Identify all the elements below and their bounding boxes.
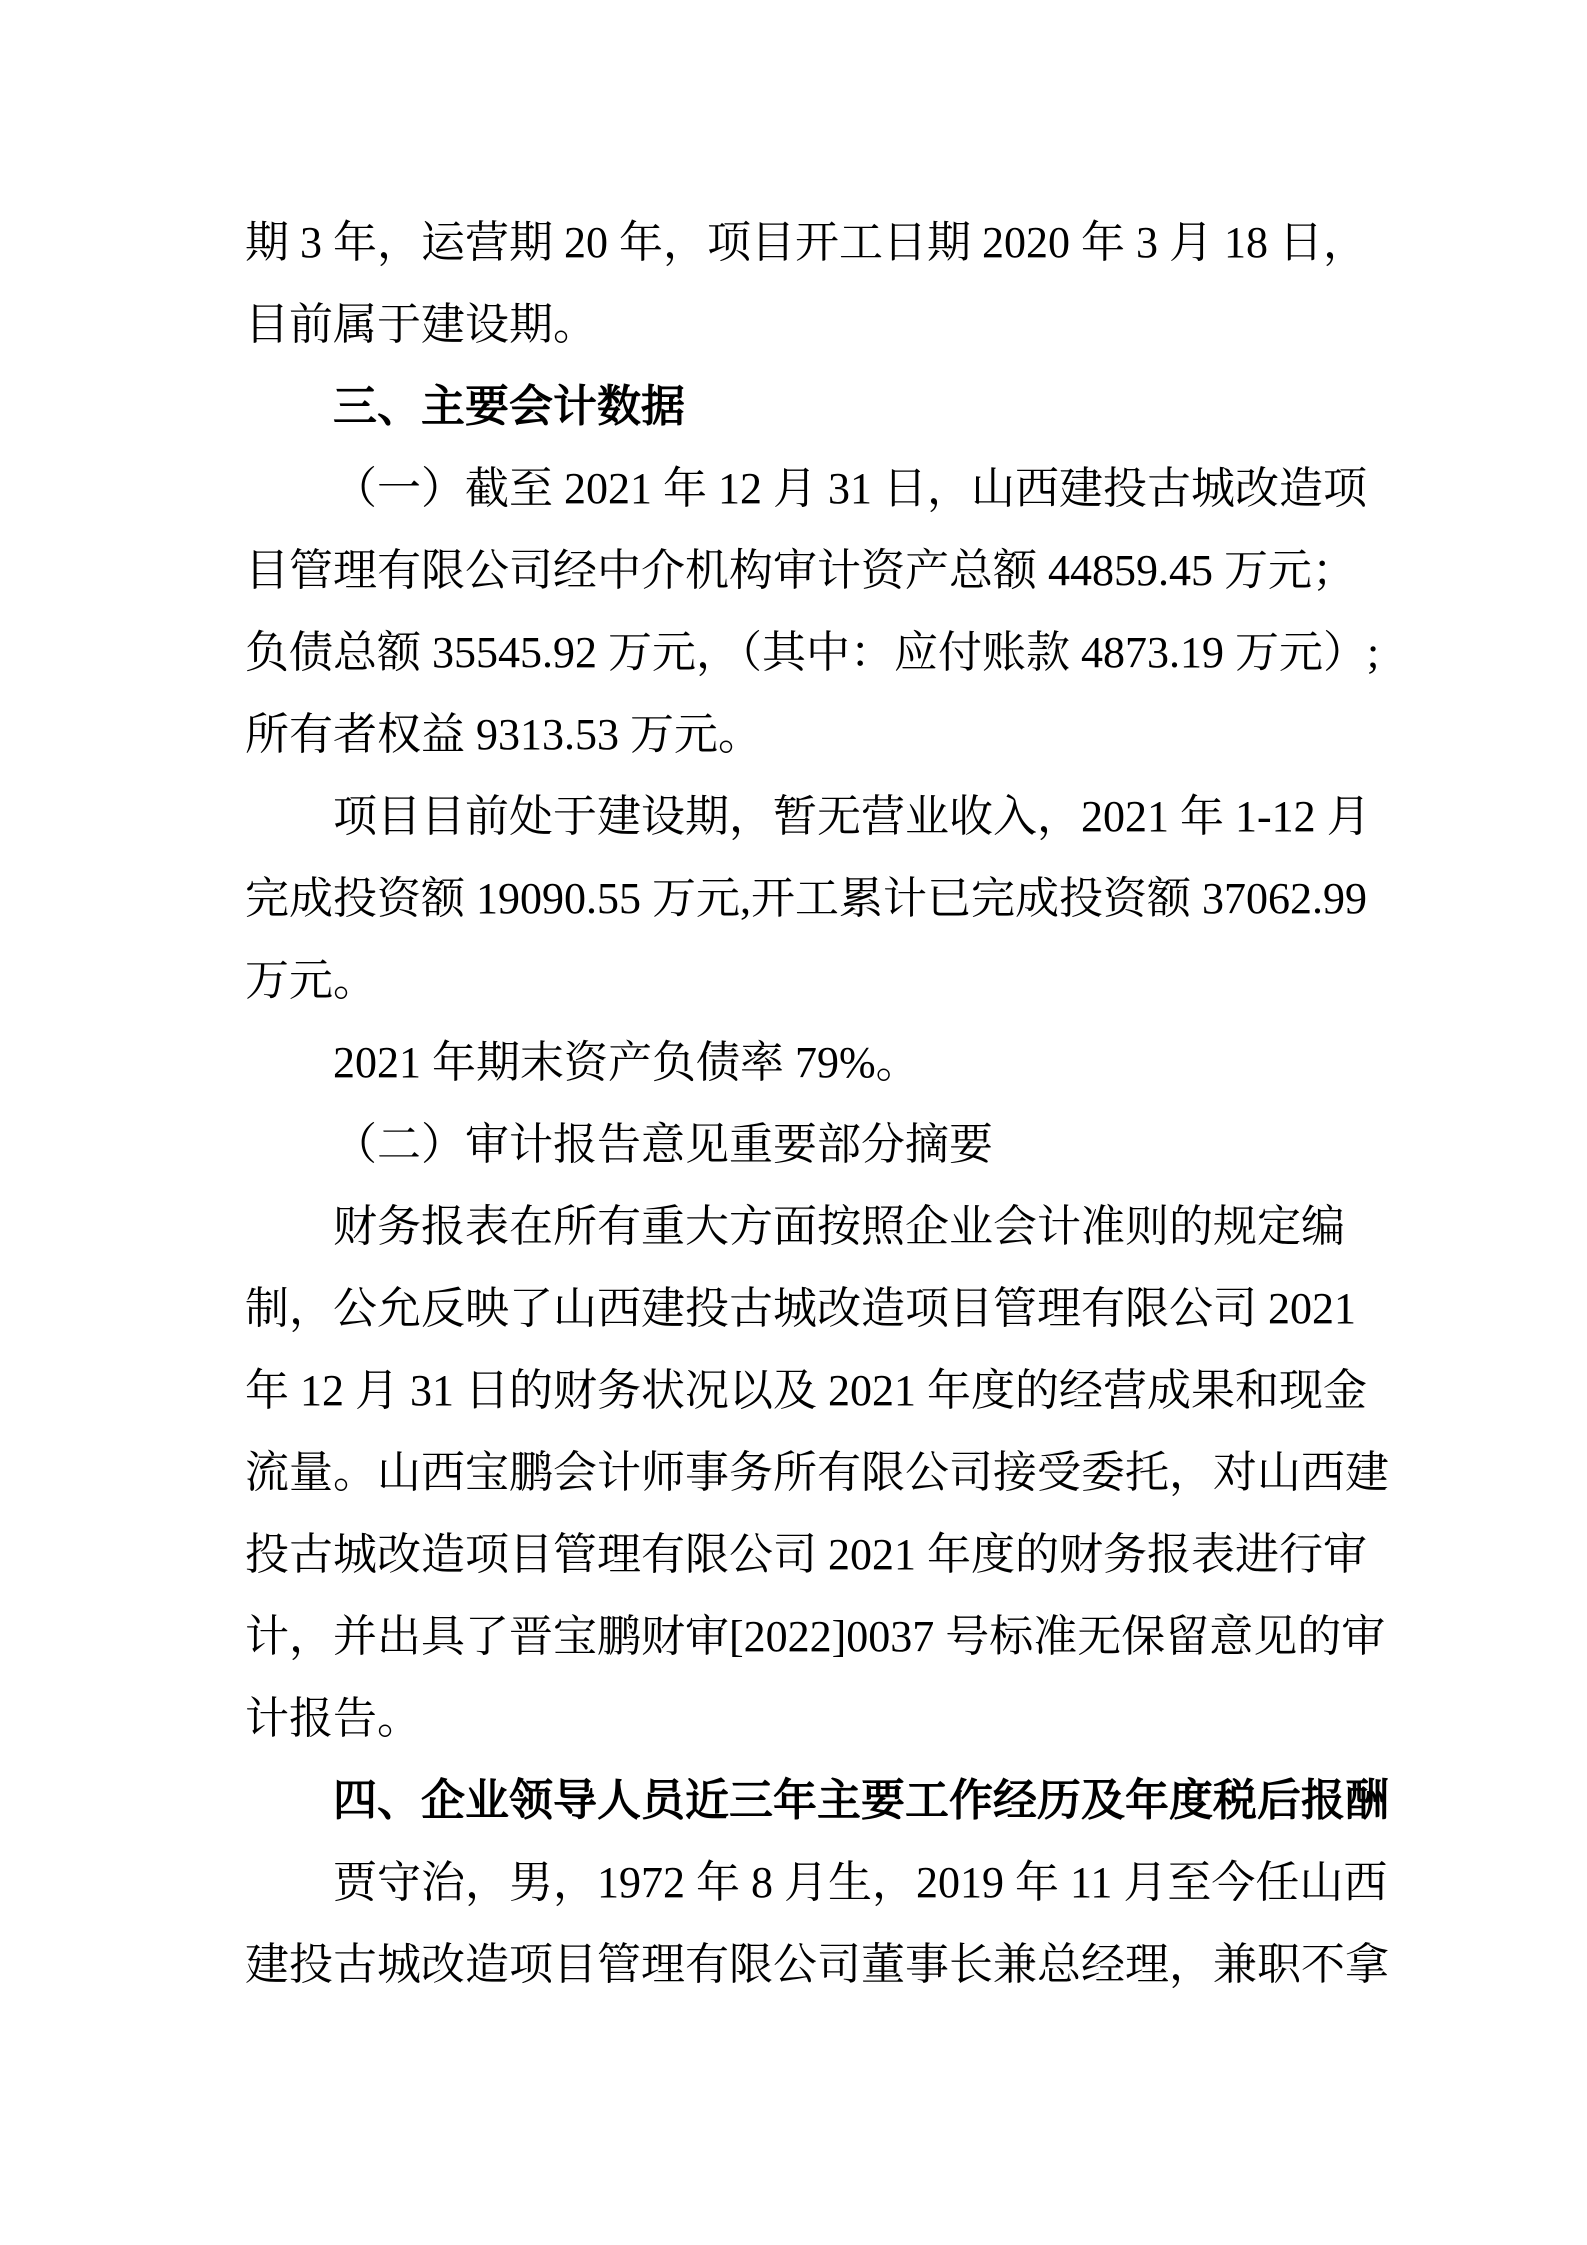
text-line: 财务报表在所有重大方面按照企业会计准则的规定编 <box>333 1202 1345 1251</box>
text-line: 完成投资额 19090.55 万元,开工累计已完成投资额 37062.99 <box>245 874 1367 923</box>
text-line: 目前属于建设期。 <box>245 300 597 349</box>
text-line: 投古城改造项目管理有限公司 2021 年度的财务报表进行审 <box>245 1530 1367 1579</box>
text-line: 计报告。 <box>245 1694 421 1743</box>
text-line: 贾守治，男，1972 年 8 月生，2019 年 11 月至今任山西 <box>333 1858 1388 1907</box>
text-line: 年 12 月 31 日的财务状况以及 2021 年度的经营成果和现金 <box>245 1366 1367 1415</box>
heading-leadership-work-history: 四、企业领导人员近三年主要工作经历及年度税后报酬 <box>333 1776 1389 1825</box>
subheading-audit-opinion-summary: （二）审计报告意见重要部分摘要 <box>333 1120 993 1169</box>
text-line: 所有者权益 9313.53 万元。 <box>245 710 762 759</box>
text-line: 流量。山西宝鹏会计师事务所有限公司接受委托，对山西建 <box>245 1448 1389 1497</box>
text-line: 建投古城改造项目管理有限公司董事长兼总经理，兼职不拿 <box>245 1940 1389 1989</box>
text-line: 项目目前处于建设期，暂无营业收入，2021 年 1-12 月 <box>333 792 1371 841</box>
text-line: 负债总额 35545.92 万元，（其中：应付账款 4873.19 万元）; <box>245 628 1380 677</box>
text-line: 万元。 <box>245 956 377 1005</box>
heading-main-accounting-data: 三、主要会计数据 <box>333 382 685 431</box>
text-line: 计，并出具了晋宝鹏财审[2022]0037 号标准无保留意见的审 <box>245 1612 1386 1661</box>
text-line: （一）截至 2021 年 12 月 31 日，山西建投古城改造项 <box>333 464 1367 513</box>
text-line: 2021 年期末资产负债率 79%。 <box>333 1038 920 1087</box>
text-line: 制，公允反映了山西建投古城改造项目管理有限公司 2021 <box>245 1284 1356 1333</box>
text-line: 目管理有限公司经中介机构审计资产总额 44859.45 万元； <box>245 546 1356 595</box>
text-line: 期 3 年，运营期 20 年，项目开工日期 2020 年 3 月 18 日， <box>245 218 1367 267</box>
